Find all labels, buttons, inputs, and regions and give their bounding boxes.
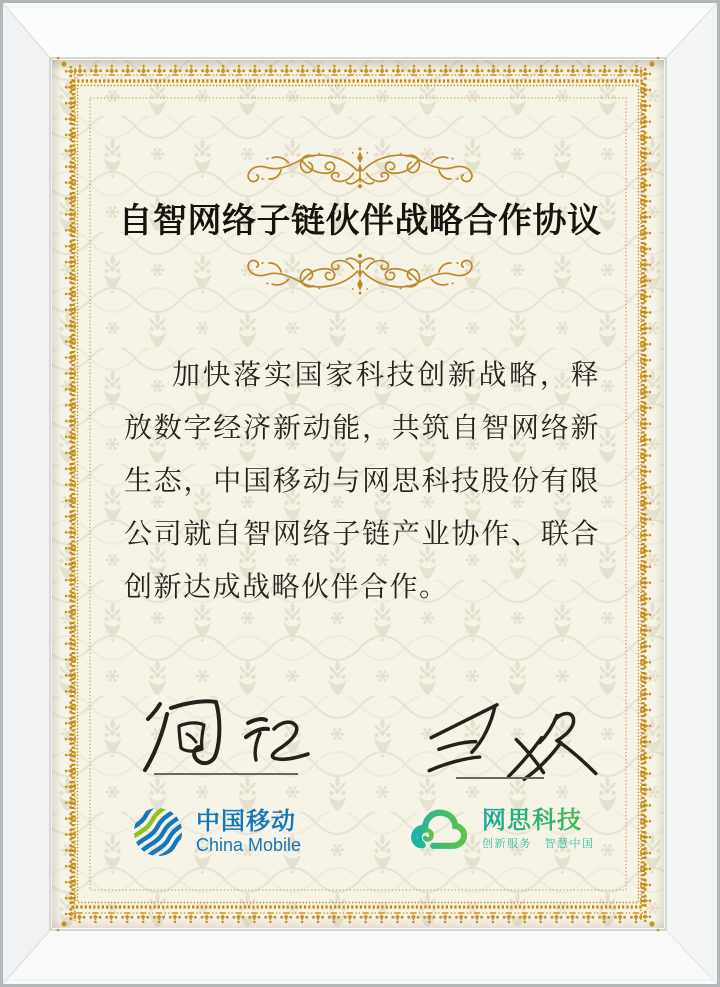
china-mobile-mark-icon: [133, 807, 183, 857]
china-mobile-name-cn: 中国移动: [196, 807, 296, 835]
wangsi-wordmark: [482, 807, 595, 851]
china-mobile-wordmark: [196, 809, 301, 856]
flourish-bottom-ornament-icon: [222, 246, 498, 298]
certificate-body-text: 加快落实国家科技创新战略，释放数字经济新动能，共筑自智网络新生态，中国移动与网思科技股份有限公司就自智网络子链产业协作、联合创新达成战略伙伴合作。: [124, 360, 600, 603]
wangsi-tagline: 创新服务 智慧中国: [482, 838, 595, 850]
flourish-top-ornament-icon: [222, 144, 498, 196]
wangsi-name-cn: 网思科技: [482, 807, 595, 834]
certificate-title: 自智网络子链伙伴战略合作协议: [118, 203, 602, 240]
china-mobile-name-en: China Mobile: [196, 834, 302, 855]
signature-left-underline: [154, 773, 298, 775]
wangsi-tech-logo: [410, 801, 620, 857]
wangsi-cloud-mark-icon: [410, 804, 468, 854]
china-mobile-logo: [133, 804, 358, 860]
signature-right-underline: [456, 777, 544, 779]
